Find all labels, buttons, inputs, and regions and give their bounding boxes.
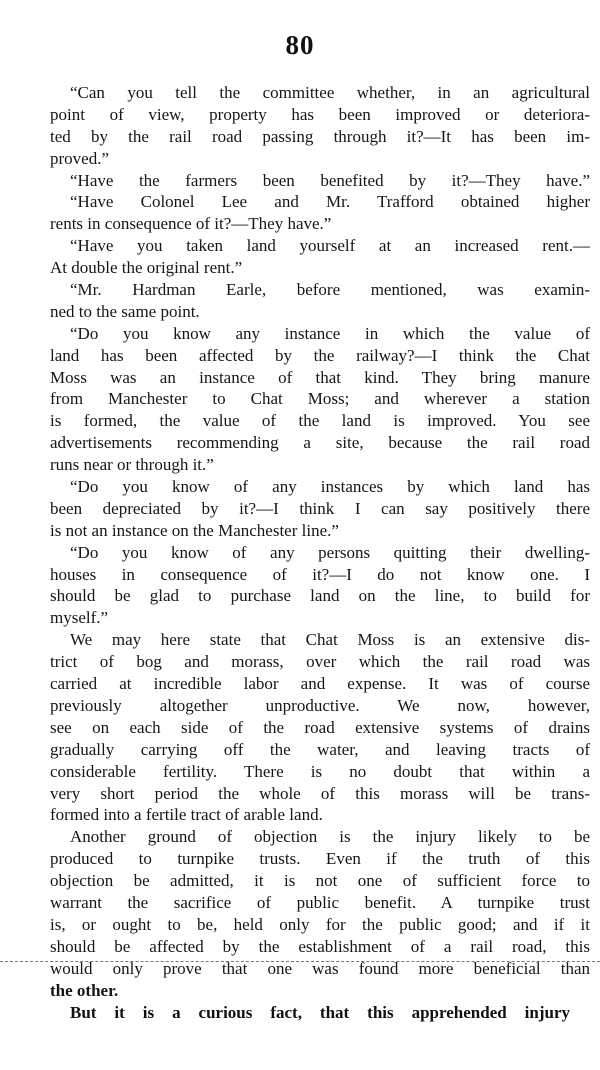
- continuation-line: But it is a curious fact, that this apprehended injury: [70, 1003, 570, 1022]
- text-line: produced to turnpike trusts. Even if the truth of this: [50, 849, 590, 869]
- text-line: runs near or through it.”: [50, 455, 214, 475]
- text-line: “Do you know of any instances by which land has: [70, 477, 590, 497]
- text-line: myself.”: [50, 608, 109, 628]
- text-line: ted by the rail road passing through it?—It has been im-: [50, 126, 590, 146]
- text-line: We may here state that Chat Moss is an extensive dis-: [70, 630, 590, 650]
- body-text: [50, 82, 590, 1001]
- text-line: rents in consequence of it?—They have.”: [50, 214, 332, 234]
- text-line: proved.”: [50, 148, 110, 168]
- text-line: carried at incredible labor and expense. It was of course: [50, 674, 590, 694]
- text-line: “Have you taken land yourself at an increased rent.—: [70, 236, 590, 256]
- page-number: 80: [285, 30, 315, 60]
- text-line: gradually carrying off the water, and leaving tracts of: [50, 739, 590, 759]
- text-line: should be glad to purchase land on the line, to build for: [50, 586, 590, 606]
- text-line: formed into a fertile tract of arable land.: [50, 805, 323, 825]
- text-line: “Have the farmers been benefited by it?—They have.”: [70, 170, 590, 190]
- scan-fold-line: [0, 961, 600, 962]
- text-line: would only prove that one was found more beneficial than: [50, 958, 590, 978]
- text-line: At double the original rent.”: [50, 258, 243, 278]
- text-line: houses in consequence of it?—I do not know one. I: [50, 564, 590, 584]
- text-line: see on each side of the road extensive systems of drains: [50, 717, 590, 737]
- text-line: advertisements recommending a site, because the rail road: [50, 433, 590, 453]
- text-line: trict of bog and morass, over which the rail road was: [50, 652, 590, 672]
- text-line: “Can you tell the committee whether, in an agricultural: [70, 83, 590, 102]
- text-line: Moss was an instance of that kind. They bring manure: [50, 367, 590, 387]
- text-line: “Do you know any instance in which the value of: [70, 323, 590, 343]
- text-line: is not an instance on the Manchester line.”: [50, 520, 339, 540]
- text-line: objection be admitted, it is not one of sufficient force to: [50, 871, 590, 891]
- text-line: Another ground of objection is the injury likely to be: [70, 827, 590, 847]
- text-line: ned to the same point.: [50, 301, 200, 321]
- text-line: land has been affected by the railway?—I think the Chat: [50, 345, 590, 365]
- text-line: point of view, property has been improved or deteriora-: [50, 104, 590, 124]
- text-line: “Do you know of any persons quitting their dwelling-: [70, 542, 590, 562]
- text-line: considerable fertility. There is no doubt that within a: [50, 761, 590, 781]
- text-line: is, or ought to be, held only for the public good; and if it: [50, 914, 590, 934]
- text-line: “Mr. Hardman Earle, before mentioned, was examin-: [70, 280, 590, 300]
- text-line: previously altogether unproductive. We now, however,: [50, 695, 590, 715]
- text-line: been depreciated by it?—I think I can say positively there: [50, 498, 590, 518]
- text-line: warrant the sacrifice of public benefit. A turnpike trust: [50, 892, 590, 912]
- text-line: “Have Colonel Lee and Mr. Trafford obtained higher: [70, 192, 590, 212]
- text-line: is formed, the value of the land is improved. You see: [50, 411, 590, 431]
- text-line: should be affected by the establishment of a rail road, this: [50, 936, 590, 956]
- text-line: very short period the whole of this morass will be trans-: [50, 783, 590, 803]
- text-line: the other.: [50, 980, 119, 1000]
- text-line: from Manchester to Chat Moss; and wherever a station: [50, 389, 590, 409]
